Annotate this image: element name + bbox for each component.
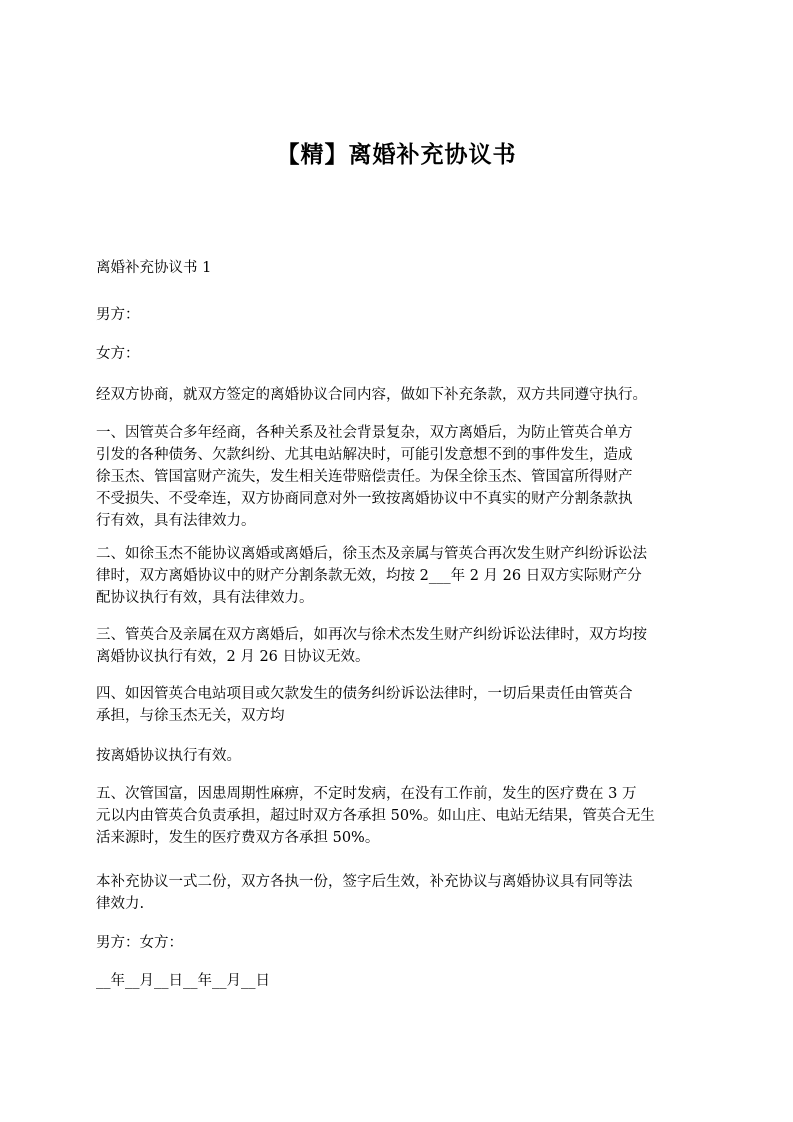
clause-5-line: 五、次管国富，因患周期性麻痹，不定时发病，在没有工作前，发生的医疗费在 3 万 (96, 786, 637, 802)
clause-2-line: 配协议执行有效，具有法律效力。 (96, 590, 314, 606)
subtitle: 离婚补充协议书 1 (96, 260, 212, 276)
clause-4-line: 承担，与徐玉杰无关，双方均 (96, 708, 285, 724)
document-title: 【精】离婚补充协议书 (276, 142, 517, 168)
intro-paragraph: 经双方协商，就双方签定的离婚协议合同内容，做如下补充条款，双方共同遵守执行。 (96, 387, 647, 403)
clause-5 (96, 783, 704, 849)
clause-2 (96, 543, 704, 609)
clause-3 (96, 624, 704, 668)
date-line: __年__月__日__年__月__日 (96, 973, 270, 989)
clause-4 (96, 683, 704, 727)
clause-5-line: 元以内由管英合负责承担，超过时双方各承担 50%。如山庄、电站无结果，管英合无生 (96, 808, 655, 824)
closing-line: 本补充协议一式二份，双方各执一份，签字后生效，补充协议与离婚协议具有同等法 (96, 874, 633, 890)
clause-1-line: 引发的各种债务、欠款纠纷、尤其电站解决时，可能引发意想不到的事件发生，造成 (96, 447, 633, 463)
closing-paragraph (96, 871, 704, 915)
clause-2-line: 律时，双方离婚协议中的财产分割条款无效，均按 2___年 2 月 26 日双方实际财产分 (96, 568, 642, 584)
clause-1-line: 不受损失、不受牵连，双方协商同意对外一致按离婚协议中不真实的财产分割条款执 (96, 491, 633, 507)
clause-1-line: 一、因管英合多年经商，各种关系及社会背景复杂，双方离婚后，为防止管英合单方 (96, 425, 633, 441)
clause-1 (96, 422, 704, 532)
man-label: 男方： (96, 307, 140, 323)
clause-3-line: 三、管英合及亲属在双方离婚后，如再次与徐术杰发生财产纠纷诉讼法律时，双方均按 (96, 627, 647, 643)
clause-4-continuation: 按离婚协议执行有效。 (96, 748, 241, 764)
clause-1-line: 徐玉杰、管国富财产流失，发生相关连带赔偿责任。为保全徐玉杰、管国富所得财产 (96, 469, 633, 485)
signature-line: 男方：女方： (96, 935, 183, 951)
clause-1-line: 行有效，具有法律效力。 (96, 513, 256, 529)
closing-line: 律效力. (96, 896, 145, 912)
clause-4-line: 四、如因管英合电站项目或欠款发生的债务纠纷诉讼法律时，一切后果责任由管英合 (96, 686, 633, 702)
clause-2-line: 二、如徐玉杰不能协议离婚或离婚后，徐玉杰及亲属与管英合再次发生财产纠纷诉讼法 (96, 546, 647, 562)
clause-5-line: 活来源时，发生的医疗费双方各承担 50%。 (96, 830, 380, 846)
clause-3-line: 离婚协议执行有效，2 月 26 日协议无效。 (96, 649, 370, 665)
woman-label: 女方： (96, 346, 140, 362)
